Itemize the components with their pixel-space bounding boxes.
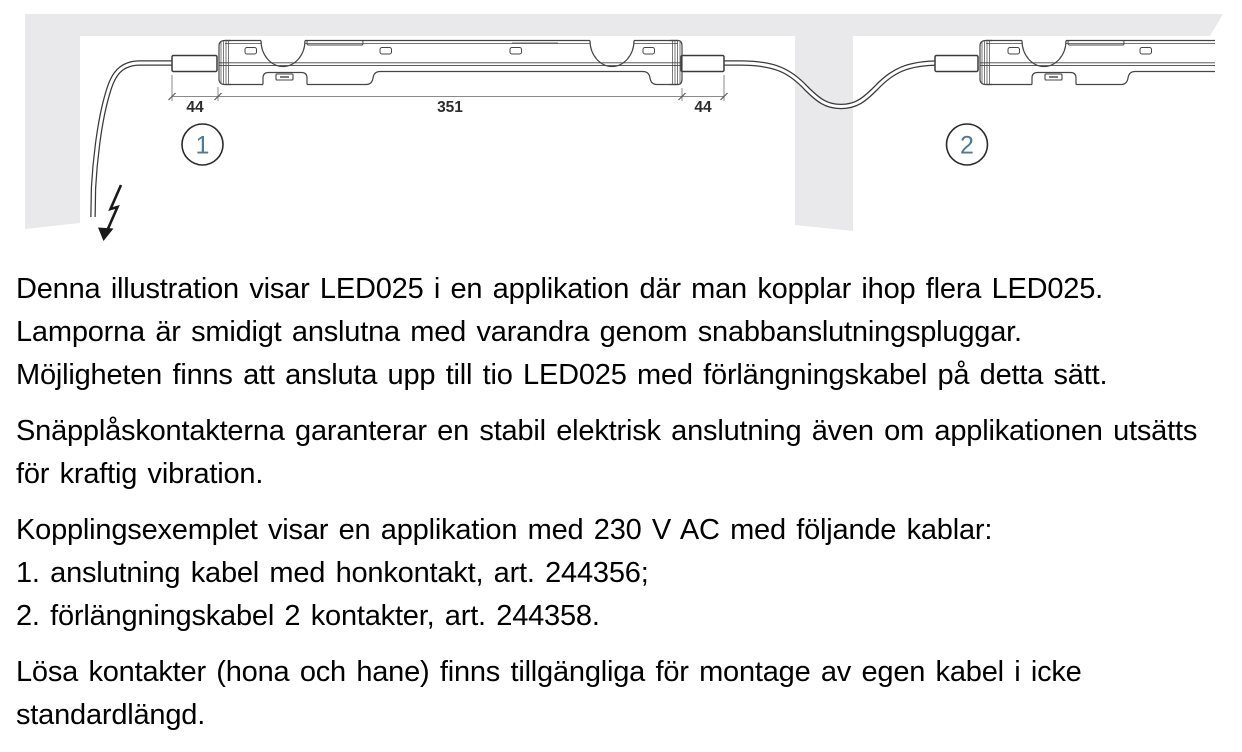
fixture2-left-connector-plug — [935, 56, 978, 72]
text-line: Lösa kontakter (hona och hane) finns tillgängliga för montage av egen kabel i icke — [16, 656, 1082, 688]
led-fixture-1 — [219, 41, 682, 85]
text-line: 2. förlängningskabel 2 kontakter, art. 244358. — [16, 600, 600, 632]
fixture2-screw-slots — [1008, 48, 1152, 55]
dimension-lines — [169, 75, 728, 101]
callout-1 — [182, 124, 223, 165]
power-supply-cable — [93, 63, 176, 217]
female-connector-plug — [172, 56, 217, 72]
text-line: standardlängd. — [16, 699, 206, 731]
fixture2-top-groove — [1068, 41, 1124, 46]
dimension-label-left: 44 — [186, 99, 204, 116]
paragraph-loose-connectors — [16, 651, 1216, 737]
fixture2-front-edge-lines — [980, 63, 1215, 66]
paragraph-snap-lock — [16, 410, 1216, 496]
dimension-labels — [186, 99, 712, 116]
text-line: Denna illustration visar LED025 i en applikation där man kopplar ihop flera LED025. — [16, 273, 1104, 305]
fixture1-top-groove — [307, 41, 363, 46]
text-line: Möjligheten finns att ansluta upp till tio LED025 med förlängningskabel på detta sätt. — [16, 359, 1108, 391]
dimension-label-middle: 351 — [437, 99, 463, 116]
text-line: för kraftig vibration. — [16, 458, 264, 490]
document-body-text — [16, 268, 1216, 750]
callout-2-number: 2 — [960, 131, 974, 160]
text-line: Kopplingsexemplet visar en applikation med 230 V AC med följande kablar: — [16, 514, 993, 546]
fixture2-bottom-edge — [986, 72, 1215, 85]
text-line: Lamporna är smidigt anslutna med varandra genom snabbanslutningspluggar. — [16, 316, 1022, 348]
cabinet-panels — [25, 14, 1223, 231]
led-fixture-2 — [980, 41, 1215, 85]
dimension-label-right: 44 — [694, 99, 712, 116]
paragraph-cable-list — [16, 509, 1216, 638]
text-line: 1. anslutning kabel med honkontakt, art. 244356; — [16, 557, 649, 589]
cabinet-middle-divider-panel — [795, 14, 853, 231]
fixture1-right-connector-plug — [681, 56, 724, 72]
cabinet-top-panel — [25, 14, 1223, 36]
paragraph-connection-overview — [16, 268, 1216, 397]
text-line: Snäpplåskontakterna garanterar en stabil elektrisk anslutning även om applikationen utsätts — [16, 415, 1198, 447]
lightning-arrow-icon — [98, 185, 121, 241]
fixture1-front-edge-lines — [219, 63, 682, 66]
callout-2 — [947, 124, 988, 165]
wiring-illustration — [0, 0, 1242, 262]
cabinet-left-side-panel — [25, 14, 80, 229]
power-supply-cable-core — [93, 63, 176, 217]
callout-1-number: 1 — [195, 131, 210, 160]
dimension-witness-lines — [172, 75, 724, 101]
